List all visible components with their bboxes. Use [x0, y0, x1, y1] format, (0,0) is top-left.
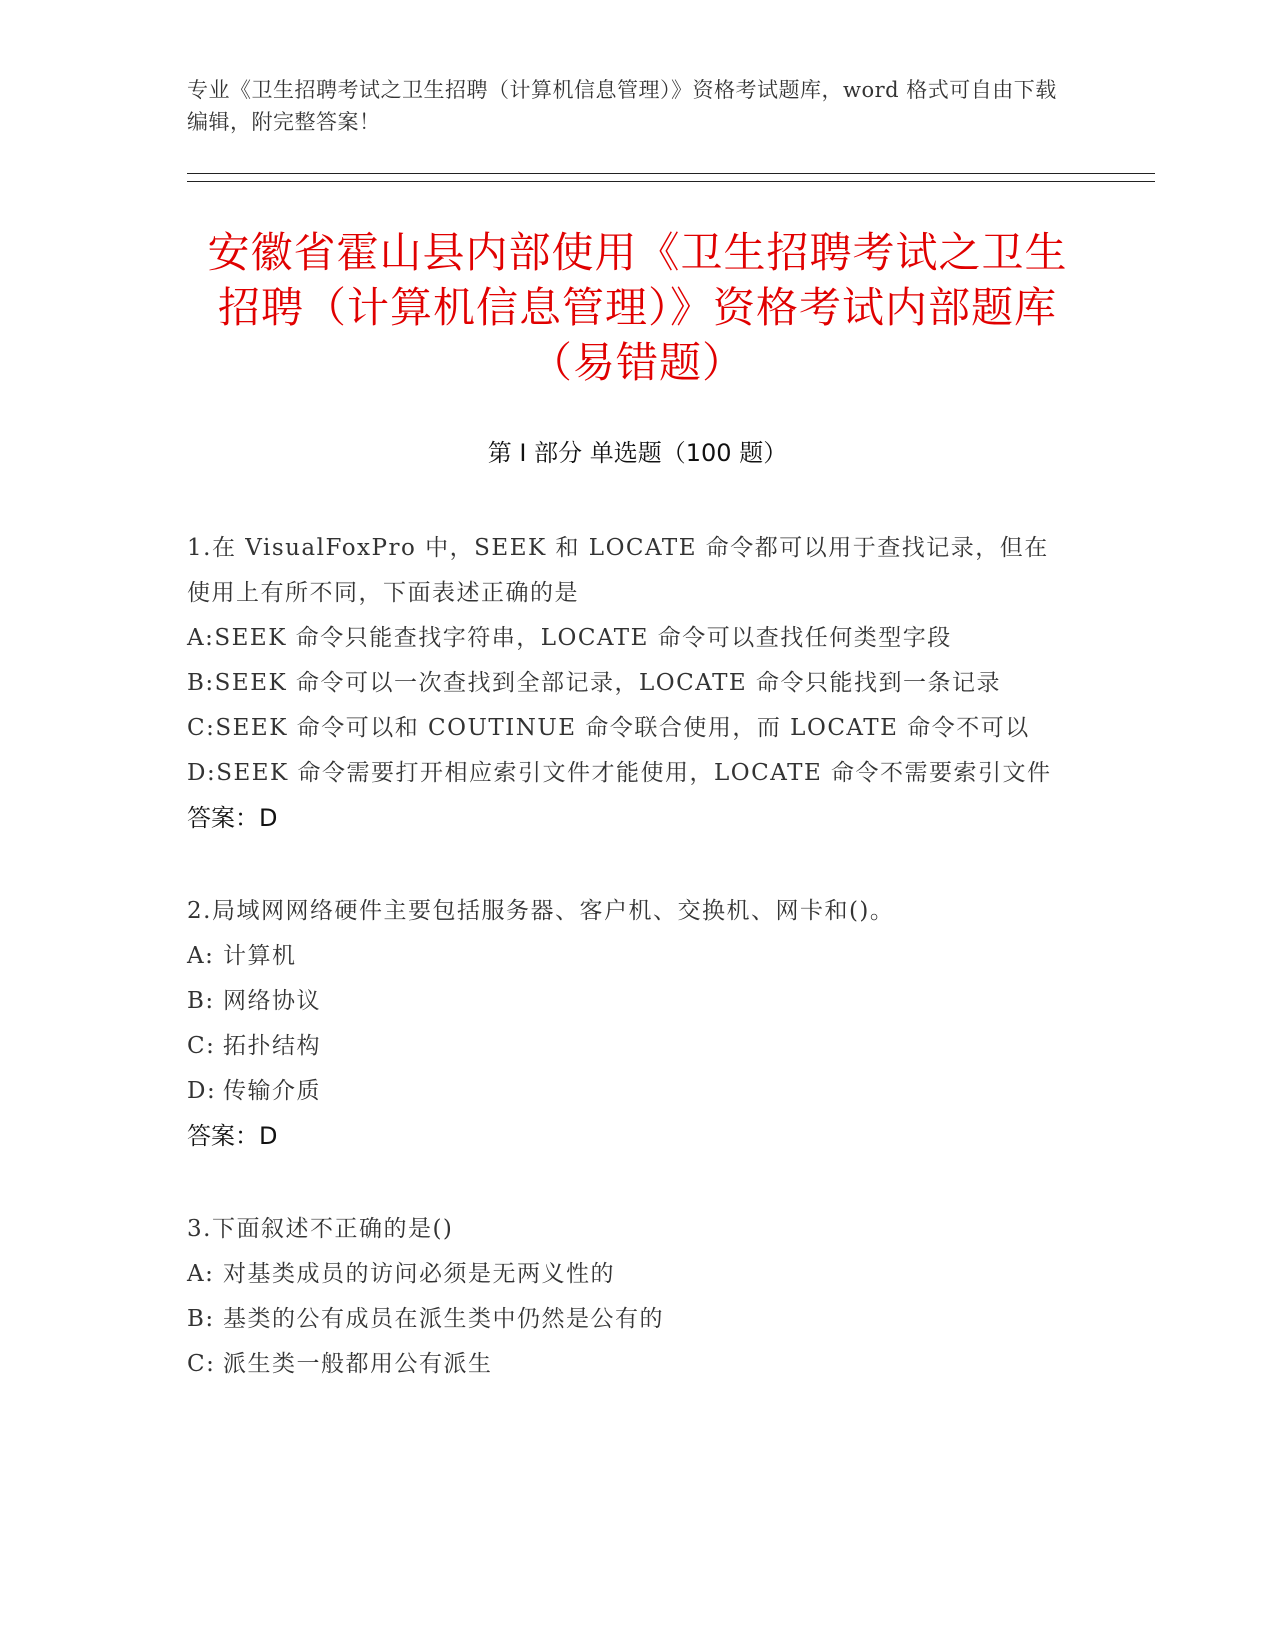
- option-c: [187, 1024, 1067, 1069]
- option-key: C:: [187, 715, 216, 741]
- answer: 答案：D: [187, 804, 278, 832]
- option-text: 传输介质: [223, 1078, 321, 1104]
- option-key: D:: [187, 760, 217, 786]
- option-key: B:: [187, 988, 215, 1014]
- option-text: 网络协议: [223, 988, 321, 1014]
- option-key: B:: [187, 1306, 215, 1332]
- option-c: [187, 706, 1067, 751]
- question-text: 2.局域网网络硬件主要包括服务器、客户机、交换机、网卡和()。: [187, 898, 895, 924]
- option-key: B:: [187, 670, 215, 696]
- option-key: D:: [187, 1078, 217, 1104]
- question-2: [187, 889, 1067, 1159]
- option-text: SEEK 命令需要打开相应索引文件才能使用，LOCATE 命令不需要索引文件: [216, 760, 1052, 786]
- option-key: C:: [187, 1033, 216, 1059]
- option-text: 计算机: [223, 943, 297, 969]
- option-b: [187, 1297, 1067, 1342]
- option-a: [187, 616, 1067, 661]
- option-text: SEEK 命令可以一次查找到全部记录，LOCATE 命令只能找到一条记录: [214, 670, 1002, 696]
- option-text: SEEK 命令只能查找字符串，LOCATE 命令可以查找任何类型字段: [214, 625, 952, 651]
- option-d: [187, 751, 1067, 796]
- option-a: [187, 934, 1067, 979]
- header-note: 专业《卫生招聘考试之卫生招聘（计算机信息管理）》资格考试题库，word 格式可自由下载编辑，附完整答案！: [187, 78, 1057, 134]
- option-b: [187, 661, 1067, 706]
- option-c: [187, 1342, 1067, 1387]
- question-1: [187, 526, 1067, 841]
- option-a: [187, 1252, 1067, 1297]
- option-text: SEEK 命令可以和 COUTINUE 命令联合使用，而 LOCATE 命令不可以: [215, 715, 1030, 741]
- option-text: 拓扑结构: [223, 1033, 321, 1059]
- option-key: C:: [187, 1351, 216, 1377]
- option-text: 对基类成员的访问必须是无两义性的: [223, 1261, 615, 1287]
- answer: 答案：D: [187, 1122, 278, 1150]
- header-divider-top: [187, 173, 1155, 174]
- question-3: [187, 1207, 1067, 1387]
- option-key: A:: [187, 943, 215, 969]
- option-text: 基类的公有成员在派生类中仍然是公有的: [223, 1306, 664, 1332]
- question-list: [187, 526, 1067, 1435]
- section-title: 第 I 部分 单选题（100 题）: [487, 439, 788, 467]
- document-title: 安徽省霍山县内部使用《卫生招聘考试之卫生招聘（计算机信息管理）》资格考试内部题库（易错题）: [207, 228, 1068, 387]
- question-text: 3.下面叙述不正确的是(): [187, 1216, 454, 1242]
- header-divider-bottom: [187, 181, 1155, 182]
- option-text: 派生类一般都用公有派生: [223, 1351, 493, 1377]
- option-d: [187, 1069, 1067, 1114]
- option-key: A:: [187, 625, 215, 651]
- question-text: 1.在 VisualFoxPro 中，SEEK 和 LOCATE 命令都可以用于查找记录，但在使用上有所不同，下面表述正确的是: [187, 535, 1049, 606]
- option-key: A:: [187, 1261, 215, 1287]
- option-b: [187, 979, 1067, 1024]
